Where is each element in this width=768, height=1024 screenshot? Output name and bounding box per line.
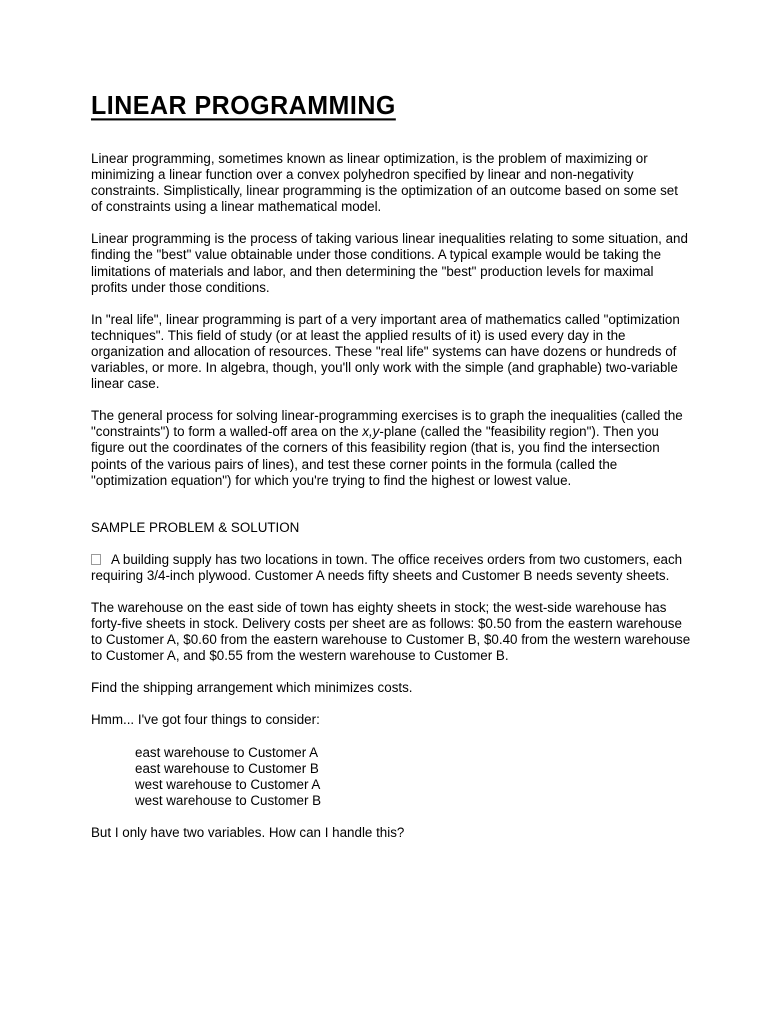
document-page [91, 90, 691, 857]
problem-consider: Hmm... I've got four things to consider: [91, 712, 320, 728]
list-item: west warehouse to Customer B [135, 792, 322, 808]
problem-task: Find the shipping arrangement which minimizes costs. [91, 680, 413, 696]
list-item: west warehouse to Customer A [135, 776, 321, 792]
xy-plane-italic: x,y [362, 424, 380, 440]
missing-glyph-icon [91, 554, 101, 565]
paragraph-real-life: In "real life", linear programming is part of a very important area of mathematics called "optimization techniques". This field of study (or at least the applied results of it) is used every day in the organization and allocation of resources. These "real life" systems can have dozens or hundreds of variables, or more. In algebra, though, you'll only work with the simple (and graphable) two-variable linear case. [91, 311, 680, 392]
problem-question: But I only have two variables. How can I handle this? [91, 824, 405, 840]
problem-stock: The warehouse on the east side of town has eighty sheets in stock; the west-side warehouse has forty-five sheets in stock. Delivery costs per sheet are as follows: $0.50 from the eastern warehouse to Customer A, $0.60 from the eastern warehouse to Customer B, $0.40 from the western warehouse to Customer A, and $0.55 from the western warehouse to Customer B. [91, 599, 691, 664]
paragraph-general-process [91, 408, 691, 488]
paragraph-process: Linear programming is the process of taking various linear inequalities relating to some situation, and finding the "best" value obtainable under those conditions. A typical example would be taking the limitations of materials and labor, and then determining the "best" production levels for maximal profits under those conditions. [91, 231, 688, 295]
list-item: east warehouse to Customer B [135, 760, 319, 776]
paragraph-general-process-part1: The general process for solving linear-programming exercises is to graph the inequalities (called the "constraints") to form a walled-off area on the [91, 408, 683, 440]
list-item: east warehouse to Customer A [135, 744, 319, 760]
paragraph-definition: Linear programming, sometimes known as linear optimization, is the problem of maximizing or minimizing a linear function over a convex polyhedron specified by linear and non-negativity constraints. Simplistically, linear programming is the optimization of an outcome based on some set of constraints using a linear mathematical model. [91, 151, 678, 215]
problem-intro-text: A building supply has two locations in town. The office receives orders from two customers, each requiring 3/4-inch plywood. Customer A needs fifty sheets and Customer B needs seventy sheets. [91, 551, 683, 583]
shipping-routes-list [135, 745, 691, 809]
section-spacer [91, 505, 691, 520]
problem-intro [91, 552, 691, 584]
page-title: LINEAR PROGRAMMING [91, 91, 396, 121]
paragraph-general-process-part2: -plane (called the "feasibility region"). Then you figure out the coordinates of the corners of this feasibility region (that is, you find the intersection points of the various pairs of lines), and test these corner points in the formula (called the "optimization equation") for which you're trying to find the highest or lowest value. [91, 424, 660, 488]
section-heading: SAMPLE PROBLEM & SOLUTION [91, 519, 300, 535]
